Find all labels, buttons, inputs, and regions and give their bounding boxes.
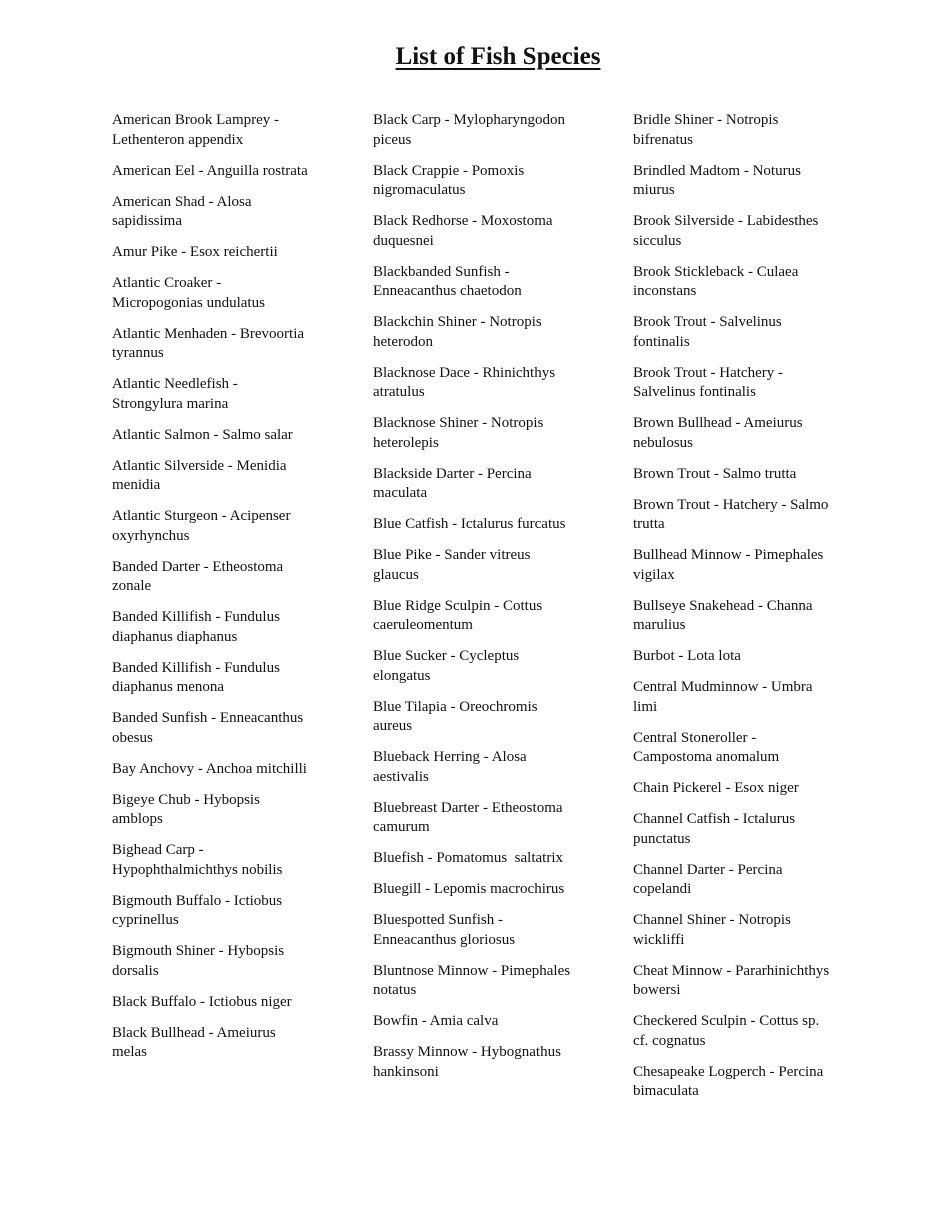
species-entry: Atlantic Salmon - Salmo salar [112,426,293,443]
species-entry: Blue Sucker - Cycleptus elongatus [373,648,520,684]
species-entry: Bluefish - Pomatomus saltatrix [373,850,563,866]
species-entry: Atlantic Silverside - Menidia menidia [112,457,287,493]
species-entry: Brook Silverside - Labidesthes sicculus [633,213,819,249]
species-entry: Chesapeake Logperch - Percina bimaculata [633,1063,824,1099]
species-entry: Bay Anchovy - Anchoa mitchilli [112,760,307,777]
species-entry: Blackbanded Sunfish - Enneacanthus chaetodon [373,263,522,299]
species-entry: Black Carp - Mylopharyngodon piceus [373,112,566,148]
species-entry: American Eel - Anguilla rostrata [112,162,308,179]
species-entry: Bigmouth Shiner - Hybopsis dorsalis [112,943,285,979]
species-column-3 [633,111,855,1113]
species-entry: Black Redhorse - Moxostoma duquesnei [373,213,553,249]
species-entry: Atlantic Needlefish - Strongylura marina [112,376,238,412]
species-entry: Banded Sunfish - Enneacanthus obesus [112,710,304,746]
species-entry: Banded Killifish - Fundulus diaphanus menona [112,659,280,695]
species-entry: Bridle Shiner - Notropis bifrenatus [633,112,779,148]
species-entry: Blackside Darter - Percina maculata [373,465,532,501]
species-entry: Brook Stickleback - Culaea inconstans [633,263,799,299]
page-title: List of Fish Species [395,43,601,70]
species-entry: Brown Trout - Salmo trutta [633,465,797,482]
species-entry: Blacknose Dace - Rhinichthys atratulus [373,364,556,400]
species-entry: Checkered Sculpin - Cottus sp. cf. cognatus [633,1013,820,1049]
species-entry: Bullseye Snakehead - Channa marulius [633,597,813,633]
species-entry: Channel Catfish - Ictalurus punctatus [633,811,796,847]
species-entry: Brassy Minnow - Hybognathus hankinsoni [373,1044,561,1080]
species-entry: Bluntnose Minnow - Pimephales notatus [373,962,571,998]
species-entry: Channel Darter - Percina copelandi [633,861,783,897]
species-entry: Blue Pike - Sander vitreus glaucus [373,547,531,583]
species-entry: Blueback Herring - Alosa aestivalis [373,749,527,785]
species-entry: Atlantic Menhaden - Brevoortia tyrannus [112,325,305,361]
species-entry: Bluespotted Sunfish - Enneacanthus gloriosus [373,912,516,948]
species-entry: Bowfin - Amia calva [373,1013,499,1029]
species-entry: Blue Ridge Sculpin - Cottus caeruleomentum [373,597,543,633]
species-entry: Banded Darter - Etheostoma zonale [112,558,284,594]
species-entry: American Shad - Alosa sapidissima [112,193,252,229]
species-entry: Atlantic Croaker - Micropogonias undulatus [112,275,265,311]
species-entry: Brown Trout - Hatchery - Salmo trutta [633,496,829,532]
species-entry: Brook Trout - Salvelinus fontinalis [633,314,782,350]
species-entry: Central Mudminnow - Umbra limi [633,679,813,715]
species-entry: Blackchin Shiner - Notropis heterodon [373,314,542,350]
species-entry: Burbot - Lota lota [633,648,741,664]
species-entry: Blue Tilapia - Oreochromis aureus [373,698,538,734]
species-column-2 [373,111,595,1094]
species-entry: Banded Killifish - Fundulus diaphanus diaphanus [112,609,280,645]
species-entry: Brown Bullhead - Ameiurus nebulosus [633,415,803,451]
species-entry: Amur Pike - Esox reichertii [112,244,278,260]
species-entry: Blue Catfish - Ictalurus furcatus [373,516,566,532]
species-entry: Bluebreast Darter - Etheostoma camurum [373,799,563,835]
species-entry: Bluegill - Lepomis macrochirus [373,881,565,897]
species-entry: Chain Pickerel - Esox niger [633,780,799,796]
species-entry: Black Crappie - Pomoxis nigromaculatus [373,162,525,198]
species-entry: Bigmouth Buffalo - Ictiobus cyprinellus [112,892,283,928]
species-entry: Black Bullhead - Ameiurus melas [112,1024,276,1060]
species-entry: Atlantic Sturgeon - Acipenser oxyrhynchus [112,508,291,544]
species-entry: Bullhead Minnow - Pimephales vigilax [633,547,824,583]
species-entry: Brindled Madtom - Noturus miurus [633,162,801,198]
species-column-1 [112,111,334,1074]
species-entry: Bigeye Chub - Hybopsis amblops [112,791,260,827]
species-entry: Central Stoneroller - Campostoma anomalum [633,729,780,765]
species-entry: Black Buffalo - Ictiobus niger [112,993,292,1010]
species-entry: Brook Trout - Hatchery - Salvelinus fontinalis [633,364,783,400]
species-entry: Channel Shiner - Notropis wickliffi [633,912,791,948]
species-entry: Bighead Carp - Hypophthalmichthys nobilis [112,842,283,878]
species-entry: American Brook Lamprey - Lethenteron appendix [112,112,280,148]
species-entry: Blacknose Shiner - Notropis heterolepis [373,415,544,451]
species-entry: Cheat Minnow - Pararhinichthys bowersi [633,962,830,998]
